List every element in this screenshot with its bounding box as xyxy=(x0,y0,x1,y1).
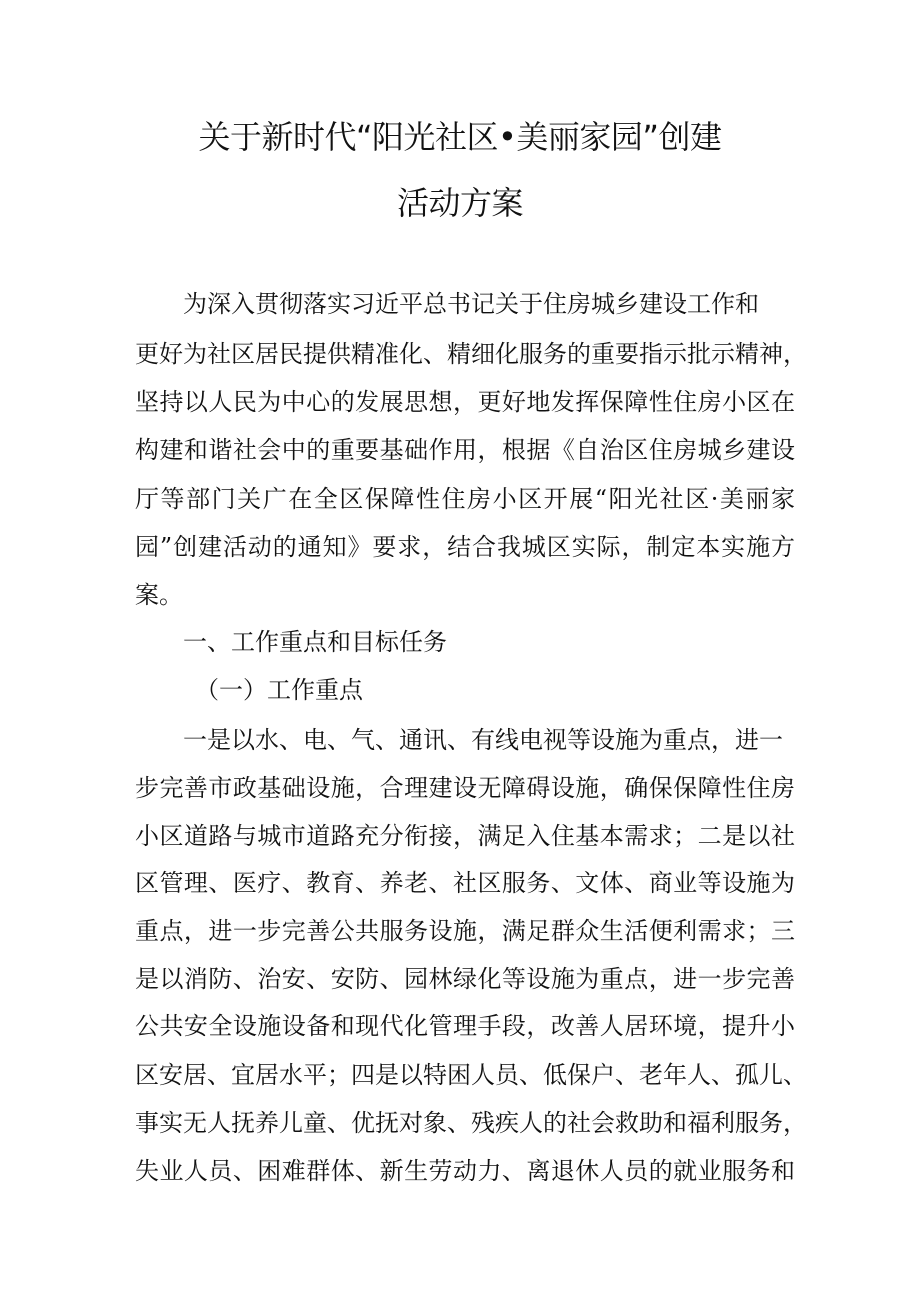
section-heading: 一、工作重点和目标任务 xyxy=(183,628,447,656)
focus-line: 重点，进一步完善公共服务设施，满足群众生活便利需求；三 xyxy=(135,917,795,945)
document-title-line-2: 活动方案 xyxy=(396,184,523,222)
focus-line: 小区道路与城市道路充分衔接，满足入住基本需求；二是以社 xyxy=(135,822,795,850)
intro-line: 构建和谐社会中的重要基础作用，根据《自治区住房城乡建设 xyxy=(135,436,795,464)
intro-line: 为深入贯彻落实习近平总书记关于住房城乡建设工作和 xyxy=(183,290,759,318)
focus-line: 一是以水、电、气、通讯、有线电视等设施为重点，进一 xyxy=(183,726,783,754)
intro-line: 厅等部门关广在全区保障性住房小区开展“阳光社区·美丽家 xyxy=(135,485,795,513)
focus-line: 公共安全设施设备和现代化管理手段，改善人居环境，提升小 xyxy=(135,1012,795,1040)
focus-line: 失业人员、困难群体、新生劳动力、离退休人员的就业服务和 xyxy=(135,1157,795,1185)
focus-line: 是以消防、治安、安防、园林绿化等设施为重点，进一步完善 xyxy=(135,965,795,993)
document-title-line-1: 关于新时代“阳光社区•美丽家园”创建 xyxy=(198,118,722,156)
focus-line: 事实无人抚养儿童、优抚对象、残疾人的社会救助和福利服务， xyxy=(135,1109,807,1137)
intro-line: 园”创建活动的通知》要求，结合我城区实际，制定本实施方 xyxy=(135,533,795,561)
focus-line: 区管理、医疗、教育、养老、社区服务、文体、商业等设施为 xyxy=(135,869,795,897)
intro-line: 坚持以人民为中心的发展思想，更好地发挥保障性住房小区在 xyxy=(135,388,795,416)
focus-line: 区安居、宜居水平；四是以特困人员、低保户、老年人、孤儿、 xyxy=(135,1061,807,1089)
intro-line: 更好为社区居民提供精准化、精细化服务的重要指示批示精神， xyxy=(135,340,807,368)
subsection-heading: （一）工作重点 xyxy=(195,676,363,704)
intro-line: 案。 xyxy=(135,581,183,609)
focus-line: 步完善市政基础设施，合理建设无障碍设施，确保保障性住房 xyxy=(135,774,795,802)
